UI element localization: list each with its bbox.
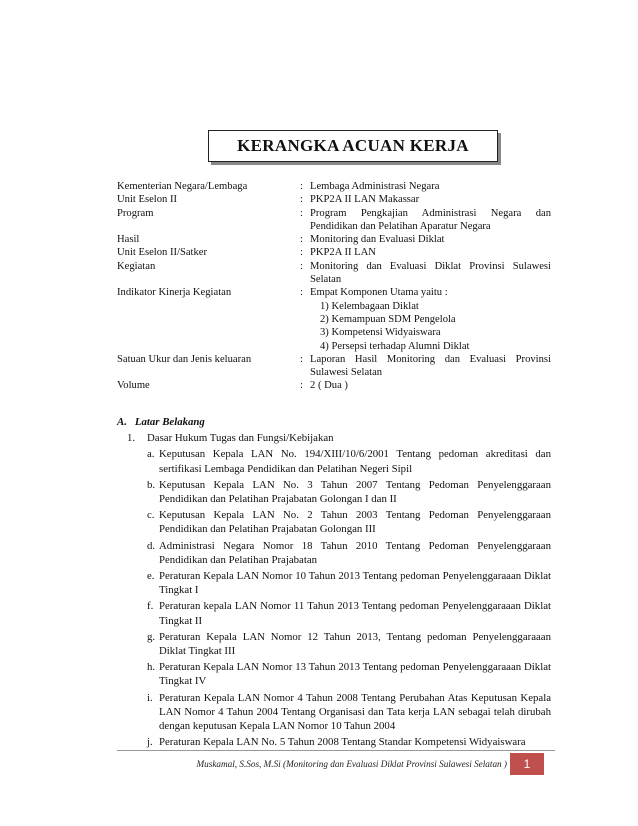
section-heading <box>117 415 551 429</box>
meta-row <box>117 286 551 352</box>
meta-colon: : <box>300 234 303 246</box>
item-letter: a. <box>147 448 155 461</box>
meta-label: Indikator Kinerja Kegiatan <box>117 287 232 299</box>
footer-divider <box>117 750 555 751</box>
section-title: Latar Belakang <box>134 416 205 428</box>
legal-basis-item <box>147 660 551 688</box>
meta-colon: : <box>300 380 303 392</box>
meta-value: Laporan Hasil Monitoring dan Evaluasi Provinsi Sulawesi Selatan <box>310 353 551 379</box>
meta-colon: : <box>300 287 303 299</box>
item-letter: e. <box>147 570 155 583</box>
item-letter: i. <box>147 691 153 704</box>
meta-label: Volume <box>117 380 150 392</box>
meta-row <box>117 233 551 246</box>
meta-label: Unit Eselon II/Satker <box>117 247 208 259</box>
meta-value: Program Pengkajian Administrasi Negara dan Pendidikan dan Pelatihan Aparatur Negara <box>310 207 551 232</box>
item-text: Administrasi Negara Nomor 18 Tahun 2010 Tentang Pedoman Penyelenggaraan Pendidikan dan Pelatihan Prajabatan <box>159 539 551 566</box>
meta-label: Program <box>117 207 154 219</box>
item-letter: b. <box>147 478 156 491</box>
indicator-item: 3) Kompetensi Widyaiswara <box>320 327 441 339</box>
item-text: Peraturan kepala LAN Nomor 11 Tahun 2013 Tentang pedoman Penyelenggaraaan Diklat Tingkat II <box>159 600 551 627</box>
meta-label: Hasil <box>117 234 140 246</box>
meta-row <box>117 260 551 287</box>
item-text: Keputusan Kepala LAN No. 2 Tahun 2003 Tentang Pedoman Penyelenggaraan Pendidikan dan Pelatihan Prajabatan Golongan III <box>159 509 551 536</box>
legal-basis-item <box>147 539 551 567</box>
meta-row <box>117 193 551 206</box>
item-letter: d. <box>147 539 156 552</box>
list-item <box>127 431 551 445</box>
item-letter: c. <box>147 509 155 522</box>
indicator-item: 4) Persepsi terhadap Alumni Diklat <box>320 340 470 352</box>
page-number: 1 <box>510 753 544 775</box>
item-text: Peraturan Kepala LAN No. 5 Tahun 2008 Tentang Standar Kompetensi Widyaiswara <box>159 736 526 749</box>
list-text: Dasar Hukum Tugas dan Fungsi/Kebijakan <box>147 432 334 445</box>
meta-value: PKP2A II LAN Makassar <box>310 194 420 206</box>
meta-colon: : <box>300 353 303 365</box>
meta-colon: : <box>300 194 303 206</box>
legal-basis-item <box>147 508 551 536</box>
section-latar-belakang <box>117 415 551 751</box>
legal-basis-item <box>147 735 551 749</box>
section-letter: A. <box>117 416 127 428</box>
legal-basis-item <box>147 478 551 506</box>
meta-colon: : <box>300 207 303 219</box>
indicator-item: 2) Kemampuan SDM Pengelola <box>320 313 456 325</box>
item-letter: g. <box>147 630 156 643</box>
meta-value: Lembaga Administrasi Negara <box>310 181 440 192</box>
meta-colon: : <box>300 260 303 272</box>
item-text: Peraturan Kepala LAN Nomor 13 Tahun 2013 Tentang pedoman Penyelenggaraaan Diklat Tingkat IV <box>159 661 551 688</box>
meta-label: Kegiatan <box>117 260 156 272</box>
legal-basis-item <box>147 569 551 597</box>
item-letter: h. <box>147 661 156 674</box>
item-text: Peraturan Kepala LAN Nomor 12 Tahun 2013, Tentang pedoman Penyelenggaraaan Diklat Tingkat III <box>159 630 551 658</box>
item-text: Peraturan Kepala LAN Nomor 10 Tahun 2013 Tentang pedoman Penyelenggaraaan Diklat Tingkat I <box>159 570 551 597</box>
item-letter: f. <box>147 600 154 613</box>
meta-row <box>117 379 551 392</box>
meta-value: Monitoring dan Evaluasi Diklat Provinsi Sulawesi Selatan <box>310 260 551 286</box>
legal-basis-item <box>147 630 551 658</box>
meta-row <box>117 207 551 234</box>
meta-value: Monitoring dan Evaluasi Diklat <box>310 234 445 246</box>
meta-row <box>117 246 551 259</box>
metadata-table <box>117 180 551 393</box>
meta-label: Kementerian Negara/Lembaga <box>117 181 248 192</box>
item-text: Keputusan Kepala LAN No. 194/XIII/10/6/2001 Tentang pedoman akreditasi dan sertifikasi Lembaga Pendidikan dan Pelatihan Negeri Sipil <box>159 448 551 475</box>
document-title: KERANGKA ACUAN KERJA <box>208 130 498 162</box>
meta-colon: : <box>300 247 303 259</box>
footer-text: Muskamal, S.Sos, M.Si (Monitoring dan Evaluasi Diklat Provinsi Sulawesi Selatan ) <box>196 759 507 769</box>
item-text: Keputusan Kepala LAN No. 3 Tahun 2007 Tentang Pedoman Penyelenggaraan Pendidikan dan Pelatihan Prajabatan Golongan I dan II <box>159 478 551 506</box>
legal-basis-item <box>147 691 551 734</box>
meta-colon: : <box>300 181 303 192</box>
meta-value-text: Empat Komponen Utama yaitu : <box>310 287 448 299</box>
list-number: 1. <box>127 432 136 445</box>
meta-value: 2 ( Dua ) <box>310 380 348 392</box>
indicator-item: 1) Kelembagaan Diklat <box>320 300 419 312</box>
legal-basis-item <box>147 447 551 475</box>
meta-row <box>117 353 551 380</box>
meta-value <box>310 286 551 352</box>
meta-label: Unit Eselon II <box>117 194 178 206</box>
item-letter: j. <box>147 736 153 749</box>
item-text: Peraturan Kepala LAN Nomor 4 Tahun 2008 Tentang Perubahan Atas Keputusan Kepala LAN Nomor 4 Tahun 2004 Tentang Organisasi dan Tata kerja LAN sebagai telah dirubah dengan keputusan Kepala LAN Nomor 10 Tahun 2004 <box>159 691 551 733</box>
meta-value: PKP2A II LAN <box>310 247 376 259</box>
meta-row <box>117 180 551 193</box>
meta-label: Satuan Ukur dan Jenis keluaran <box>117 353 252 365</box>
legal-basis-item <box>147 599 551 627</box>
